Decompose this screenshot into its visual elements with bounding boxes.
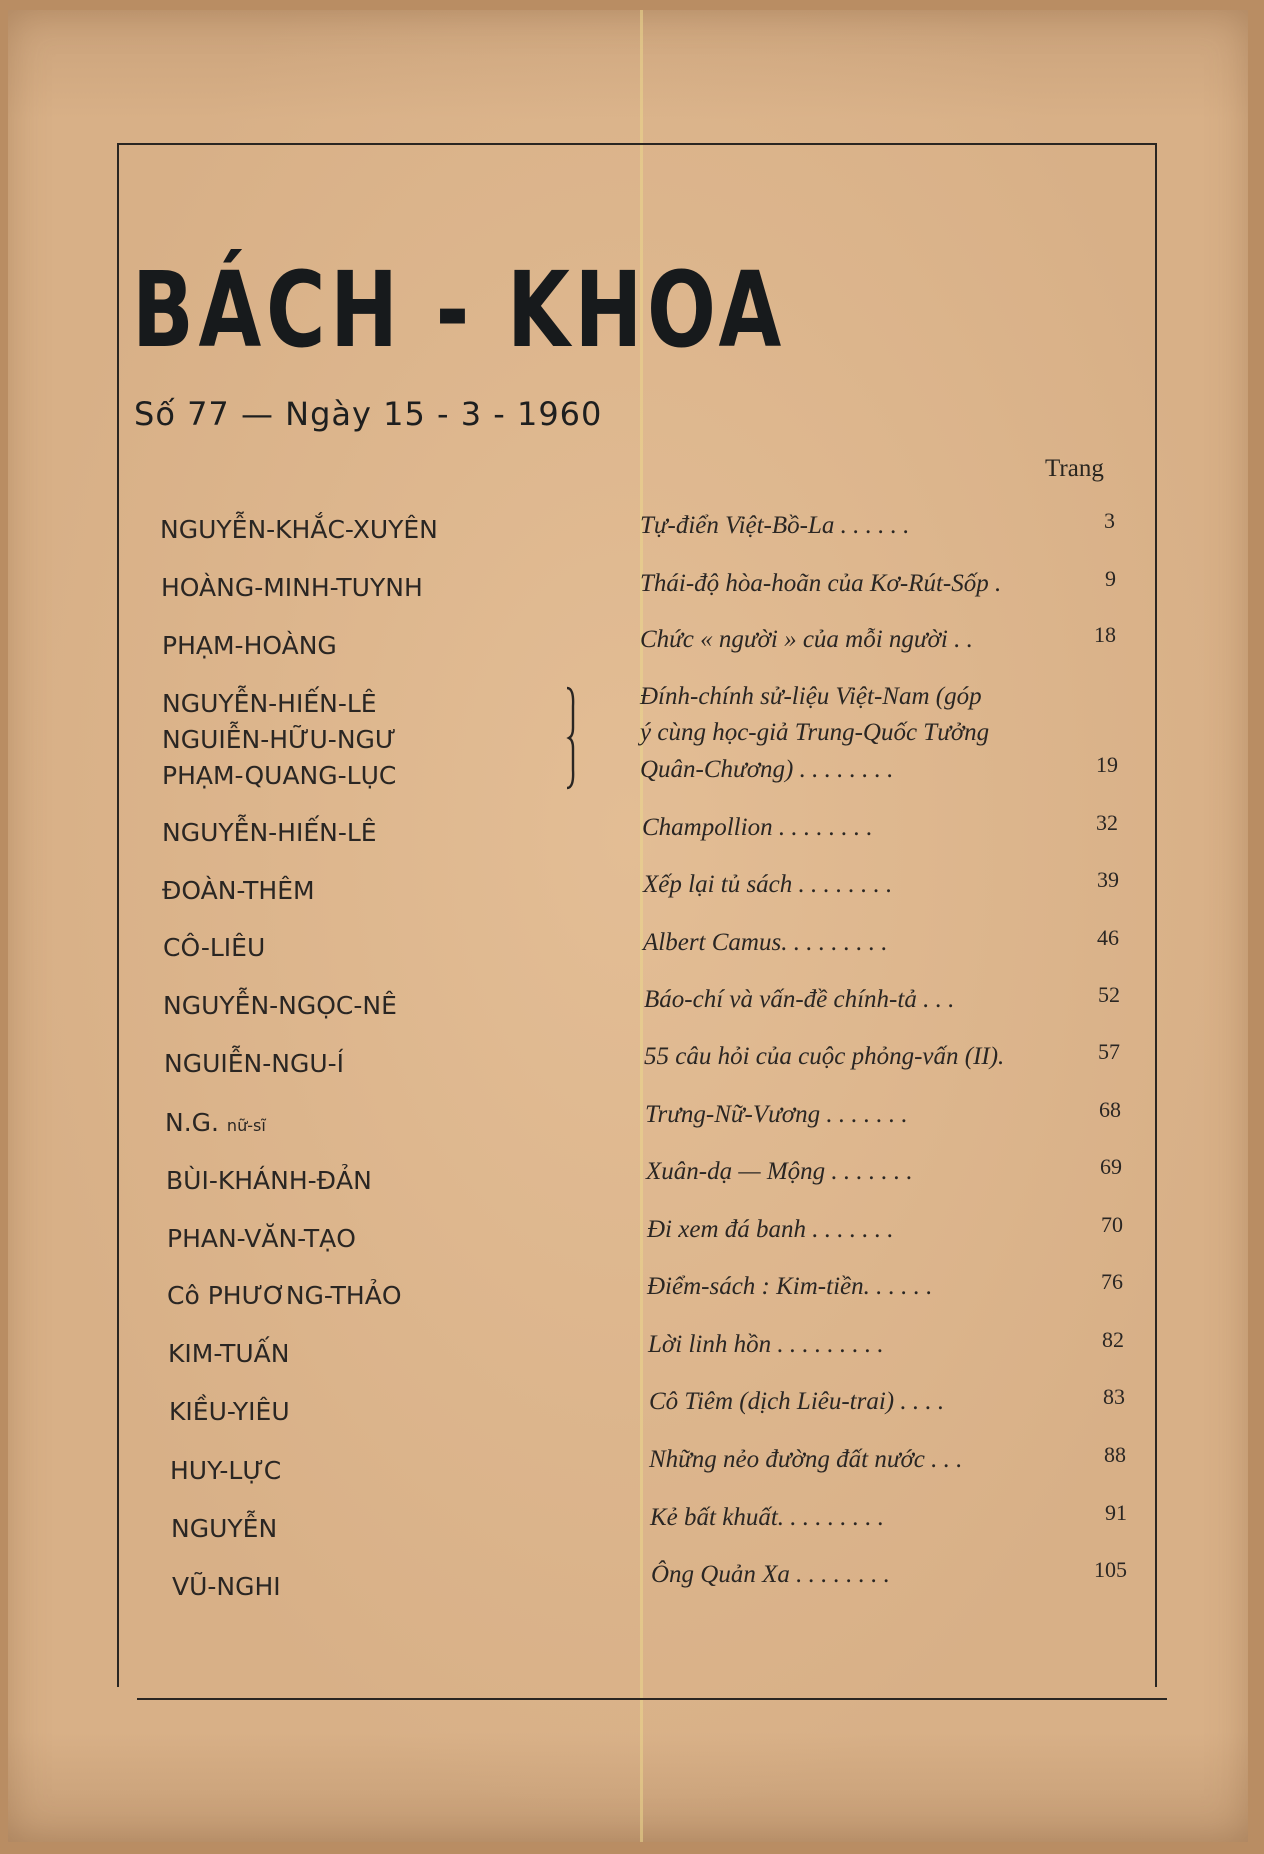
toc-page-number: 39 bbox=[1097, 867, 1119, 892]
toc-author: NGUYỄN-HIẾN-LÊ bbox=[162, 689, 377, 718]
toc-page-number: 46 bbox=[1097, 925, 1119, 950]
toc-author: NGUIỄN-HỮU-NGƯ bbox=[162, 725, 397, 754]
toc-article-title[interactable]: Ông Quản Xa . . . . . . . . bbox=[651, 1561, 890, 1588]
magazine-title: BÁCH - KHOA bbox=[132, 249, 786, 371]
toc-page-number: 76 bbox=[1101, 1269, 1123, 1294]
toc-author: BÙI-KHÁNH-ĐẢN bbox=[166, 1166, 372, 1195]
toc-author: PHẠM-QUANG-LỤC bbox=[162, 761, 397, 790]
issue-line: Số 77 — Ngày 15 - 3 - 1960 bbox=[134, 395, 603, 433]
toc-article-title[interactable]: Chức « người » của mỗi người . . bbox=[640, 626, 973, 653]
toc-author: NGUYỄN-NGỌC-NÊ bbox=[163, 991, 397, 1020]
toc-article-title[interactable]: Xếp lại tủ sách . . . . . . . . bbox=[643, 871, 893, 898]
toc-author: HUY-LỰC bbox=[170, 1456, 282, 1485]
toc-author: ĐOÀN-THÊM bbox=[162, 876, 315, 905]
toc-page-number: 3 bbox=[1104, 508, 1115, 533]
toc-article-title[interactable]: Báo-chí và vấn-đề chính-tả . . . bbox=[644, 986, 955, 1013]
toc-page-number: 70 bbox=[1101, 1212, 1123, 1237]
toc-author bbox=[165, 1108, 266, 1137]
toc-author: PHAN-VĂN-TẠO bbox=[167, 1224, 356, 1253]
toc-page-number: 57 bbox=[1098, 1039, 1120, 1064]
toc-article-title[interactable]: Thái-độ hòa-hoãn của Kơ-Rút-Sốp . bbox=[640, 570, 1002, 597]
toc-author: PHẠM-HOÀNG bbox=[162, 631, 337, 660]
toc-author: NGUYỄN bbox=[171, 1514, 278, 1543]
toc-author: NGUIỄN-NGU-Í bbox=[164, 1049, 345, 1078]
toc-page-number: 105 bbox=[1094, 1557, 1127, 1582]
toc-page-number: 18 bbox=[1094, 622, 1116, 647]
toc-page-number: 88 bbox=[1104, 1442, 1126, 1467]
toc-article-title-line[interactable]: Quân-Chương) . . . . . . . . bbox=[640, 756, 894, 783]
toc-author: Cô PHƯƠNG-THẢO bbox=[167, 1281, 402, 1310]
toc-page-number: 82 bbox=[1102, 1327, 1124, 1352]
toc-author-suffix: nữ-sĩ bbox=[226, 1116, 266, 1135]
toc-article-title[interactable]: Điểm-sách : Kim-tiền. . . . . . bbox=[647, 1273, 933, 1300]
toc-article-title[interactable]: Albert Camus. . . . . . . . . bbox=[643, 929, 888, 956]
toc-author: VŨ-NGHI bbox=[172, 1572, 281, 1601]
author-group-brace bbox=[565, 686, 577, 790]
toc-page-number: 52 bbox=[1098, 982, 1120, 1007]
toc-author-name: N.G. bbox=[165, 1108, 219, 1137]
toc-article-title-line[interactable]: ý cùng học-giả Trung-Quốc Tưởng bbox=[640, 719, 990, 746]
toc-author: KIỀU-YIÊU bbox=[169, 1397, 290, 1426]
toc-article-title[interactable]: 55 câu hỏi của cuộc phỏng-vấn (II). bbox=[644, 1043, 1005, 1070]
toc-author: HOÀNG-MINH-TUYNH bbox=[161, 573, 423, 602]
toc-page-number: 68 bbox=[1099, 1097, 1121, 1122]
toc-page-number: 9 bbox=[1105, 566, 1116, 591]
toc-author: KIM-TUẤN bbox=[168, 1339, 290, 1368]
toc-article-title[interactable]: Những nẻo đường đất nước . . . bbox=[649, 1446, 963, 1473]
toc-page-number: 91 bbox=[1105, 1500, 1127, 1525]
toc-article-title[interactable]: Cô Tiêm (dịch Liêu-trai) . . . . bbox=[649, 1388, 945, 1415]
toc-article-title[interactable]: Xuân-dạ — Mộng . . . . . . . bbox=[646, 1158, 913, 1185]
toc-article-title-line[interactable]: Đính-chính sử-liệu Việt-Nam (góp bbox=[640, 683, 982, 710]
toc-article-title[interactable]: Tự-điển Việt-Bồ-La . . . . . . bbox=[640, 512, 910, 539]
toc-author: NGUYỄN-HIẾN-LÊ bbox=[162, 818, 377, 847]
toc-article-title[interactable]: Champollion . . . . . . . . bbox=[642, 814, 873, 841]
toc-author: NGUYỄN-KHẮC-XUYÊN bbox=[160, 515, 438, 544]
toc-page-number: 19 bbox=[1096, 752, 1118, 777]
toc-page-number: 83 bbox=[1103, 1384, 1125, 1409]
toc-article-title[interactable]: Trưng-Nữ-Vương . . . . . . . bbox=[645, 1101, 908, 1128]
page-column-header: Trang bbox=[1045, 455, 1104, 482]
toc-article-title[interactable]: Đi xem đá banh . . . . . . . bbox=[647, 1216, 894, 1243]
toc-page-number: 69 bbox=[1100, 1154, 1122, 1179]
toc-article-title[interactable]: Kẻ bất khuất. . . . . . . . . bbox=[650, 1504, 885, 1531]
toc-article-title[interactable]: Lời linh hồn . . . . . . . . . bbox=[648, 1331, 884, 1358]
toc-page-number: 32 bbox=[1096, 810, 1118, 835]
toc-author: CÔ-LIÊU bbox=[163, 933, 266, 962]
